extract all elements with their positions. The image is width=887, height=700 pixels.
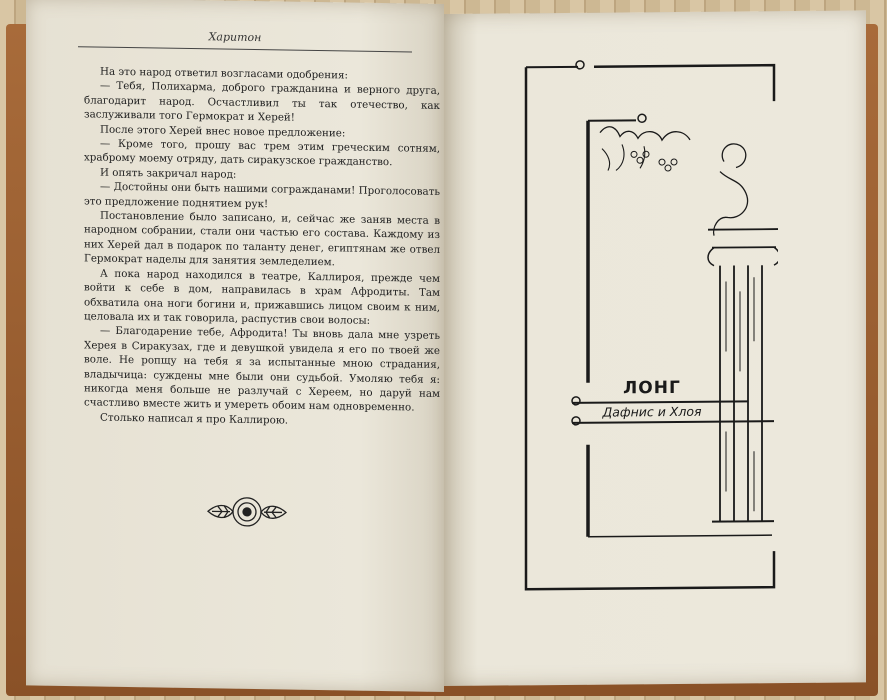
- paragraph: На это народ ответил возгласами одобрения:: [100, 65, 348, 82]
- paragraph: А пока народ находился в театре, Каллироя, прежде чем войти к себе в дом, направилась в храм Афродиты. Там обхватила она ноги богини и, прижавшись лицом своим к ним, целовала их и так говорила, распустив свои волосы:: [84, 267, 440, 327]
- paragraph: — Тебя, Полихарма, доброго гражданина и верного друга, благодарит народ. Осчастливил ты так отечество, как заслуживали того Гермократ и Херей!: [84, 80, 440, 124]
- paragraph: После этого Херей внес новое предложение:: [100, 123, 346, 140]
- book-title: Дафнис и Хлоя: [602, 403, 702, 420]
- book-author: ЛОНГ: [623, 377, 681, 399]
- paragraph: Постановление было записано, и, сейчас же заняв места в народном собрании, стали они частью его состава. Каждому из них Херей дал в подарок по таланту денег, египтянам же отвел Гермократ наделы для занятия земледелием.: [84, 209, 440, 269]
- decorative-frame: [524, 51, 778, 591]
- paragraph: Столько написал я про Каллирою.: [100, 411, 289, 427]
- running-head-rule: [78, 46, 412, 52]
- right-page: [444, 10, 866, 686]
- paragraph: — Благодарение тебе, Афродита! Ты вновь дала мне узреть Херея в Сиракузах, где и девушкой увидела я его по твоей же воле. Не ропщу на тебя я за испытанные мною страдания, владычица: суждены мне были они судьбой. Умоляю тебя я: никогда меня больше не разлучай с Хереем, но даруй нам счастливо вместе жить и умереть обоим нам одновременно.: [84, 324, 440, 414]
- paragraph: И опять закричал народ:: [100, 166, 237, 181]
- rosette-ornament-icon: [202, 494, 292, 529]
- paragraph: — Достойны они быть нашими согражданами! Проголосовать это предложение поднятием рук!: [84, 180, 440, 210]
- paragraph: — Кроме того, прошу вас трем этим греческим сотням, храброму моему отряду, дать сиракузское гражданство.: [84, 137, 440, 169]
- running-head: Харитон: [208, 30, 262, 45]
- text-block: [84, 64, 440, 430]
- left-page: [26, 0, 444, 692]
